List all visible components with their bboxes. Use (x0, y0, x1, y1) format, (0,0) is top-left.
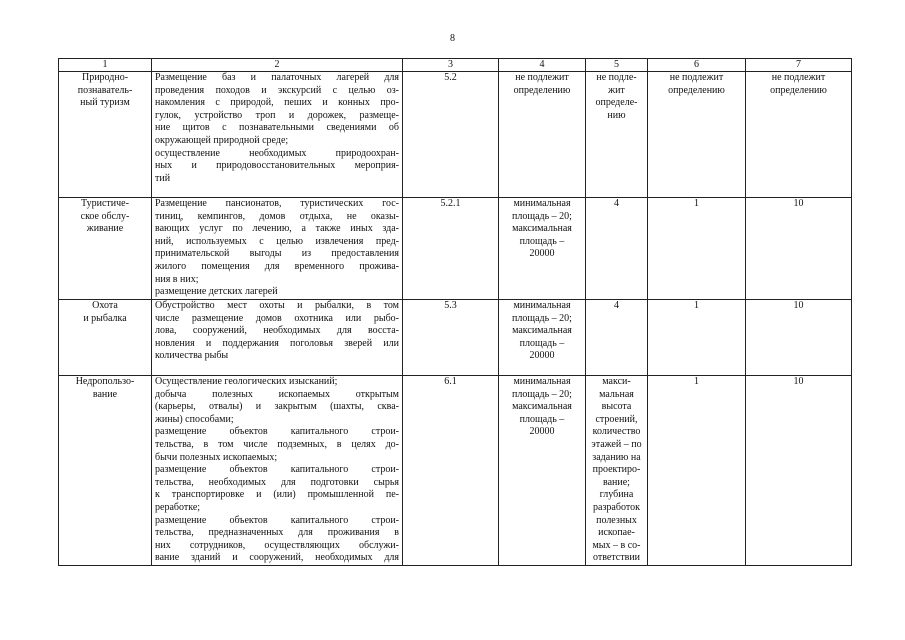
description-cell-line: жины) способами; (155, 413, 234, 425)
description-cell-line: накомления с природой, пеших и конных про- (155, 97, 399, 109)
header-row (59, 59, 852, 72)
land-use-name-cell (59, 376, 152, 566)
land-use-name-cell-line: познаватель- (77, 84, 133, 96)
floors-cell (586, 72, 648, 198)
area-cell-line: площадь – 20; (512, 388, 572, 400)
description-cell-line: Обустройство мест охоты и рыбалки, в том (155, 300, 399, 311)
column-header: 2 (152, 59, 403, 72)
description-cell-line: проведения походов и экскурсий с целью оз- (155, 84, 399, 96)
column-7-cell (746, 300, 852, 376)
land-use-name-cell-line: Туристиче- (81, 198, 129, 209)
description-cell-line: тельства, предназначенных для проживания в (155, 527, 399, 539)
description-cell-line: Осуществление геологических изысканий; (155, 376, 338, 387)
column-6-cell (648, 376, 746, 566)
description-cell-line: размещение объектов капитального строи- (155, 426, 399, 438)
description-cell-line: вающих услуг по лечению, а также иных зда- (155, 223, 399, 235)
description-cell-line: жилого помещения для временного прожива- (155, 260, 399, 272)
floors-cell (586, 198, 648, 300)
floors-cell-line: не подле- (596, 72, 637, 83)
description-cell-line: ных и природовосстановительных мероприя- (155, 160, 399, 172)
column-header: 5 (586, 59, 648, 72)
floors-cell-line: мальная (599, 388, 634, 400)
description-cell-line: числе размещение домов охотника или рыбо- (155, 312, 399, 324)
land-use-name-cell (59, 198, 152, 300)
area-cell-line: площадь – (519, 235, 565, 247)
table-row (59, 72, 852, 198)
table-row (59, 376, 852, 566)
column-6-cell-line: 1 (694, 376, 699, 387)
code-cell: 6.1 (403, 376, 499, 566)
description-cell (152, 72, 403, 198)
description-cell-line: них сотрудников, осуществляющих обслужи- (155, 539, 399, 551)
land-use-name-cell-line: и рыбалка (83, 312, 127, 324)
description-cell-line: ния в них; (155, 273, 199, 285)
column-7-cell-line: определению (770, 84, 827, 96)
description-cell-line: окружающей природной среде; (155, 134, 289, 146)
description-cell-line: количества рыбы (155, 350, 229, 362)
land-use-name-cell-line: Природно- (81, 72, 129, 83)
column-6-cell (648, 198, 746, 300)
column-7-cell-line: не подлежит (771, 72, 826, 83)
description-cell (152, 198, 403, 300)
land-use-name-cell-line: ный туризм (80, 97, 130, 109)
floors-cell-line: этажей – по (591, 438, 642, 450)
floors-cell-line: глубина (599, 489, 634, 501)
column-7-cell-line: 10 (793, 300, 804, 311)
description-cell-line: ние щитов с познавательными сведениями об (155, 122, 399, 134)
land-use-name-cell-line: вание (92, 388, 118, 400)
land-use-name-cell-line: Недропользо- (75, 376, 135, 387)
area-cell-line: площадь – 20; (512, 210, 572, 222)
description-cell-line: Размещение баз и палаточных лагерей для (155, 72, 399, 83)
column-6-cell-line: 1 (694, 198, 699, 209)
floors-cell-line: 4 (614, 300, 619, 311)
land-use-name-cell-line: Охота (92, 300, 118, 311)
description-cell-line: Размещение пансионатов, туристических гос- (155, 198, 399, 209)
column-6-cell-line: 1 (694, 300, 699, 311)
description-cell-line: (карьеры, отвалы) и закрытым (шахты, сква- (155, 401, 399, 413)
description-cell-line: реработке; (155, 501, 201, 513)
floors-cell (586, 300, 648, 376)
area-cell-line: максимальная (512, 401, 572, 413)
description-cell-line: размещение объектов капитального строи- (155, 514, 399, 526)
description-cell-line: лова, сооружений, необходимых для восста- (155, 325, 399, 337)
floors-cell-line: мых – в со- (592, 539, 641, 551)
table-row (59, 198, 852, 300)
land-use-table (58, 58, 852, 566)
floors-cell-line: количество (592, 426, 641, 438)
floors-cell-line: жит (608, 84, 625, 96)
area-cell-line: минимальная (513, 300, 571, 311)
column-6-cell-line: не подлежит (669, 72, 724, 83)
description-cell-line: добыча полезных ископаемых открытым (155, 388, 399, 400)
floors-cell (586, 376, 648, 566)
description-cell-line: размещение объектов капитального строи- (155, 464, 399, 476)
area-cell-line: площадь – (519, 337, 565, 349)
column-header: 7 (746, 59, 852, 72)
description-cell-line: осуществление необходимых природоохран- (155, 147, 399, 159)
description-cell (152, 300, 403, 376)
description-cell-line: ний, используемых с целью извлечения пред- (155, 235, 399, 247)
area-cell-line: площадь – 20; (512, 312, 572, 324)
area-cell-line: определению (513, 84, 571, 96)
area-cell-line: минимальная (513, 198, 571, 209)
description-cell-line: новления и поддержания поголовья зверей или (155, 337, 399, 349)
area-cell (499, 72, 586, 198)
column-7-cell (746, 198, 852, 300)
area-cell-line: 20000 (529, 426, 555, 438)
floors-cell-line: определе- (595, 97, 638, 109)
land-use-name-cell (59, 300, 152, 376)
description-cell-line: принимательской выгоды из предоставления (155, 248, 399, 260)
column-7-cell-line: 10 (793, 376, 804, 387)
area-cell-line: 20000 (529, 248, 555, 260)
description-cell-line: к транспортировке и (или) промышленной пе- (155, 489, 399, 501)
column-6-cell-line: определению (668, 84, 725, 96)
description-cell-line: тиниц, кемпингов, домов отдыха, не оказы- (155, 210, 399, 222)
land-use-name-cell (59, 72, 152, 198)
floors-cell-line: проектиро- (592, 464, 641, 476)
land-use-name-cell-line: ское обслу- (80, 210, 130, 222)
floors-cell-line: нию (607, 109, 626, 121)
description-cell-line: бычи полезных ископаемых; (155, 451, 278, 463)
floors-cell-line: разработок (593, 501, 640, 513)
column-header: 6 (648, 59, 746, 72)
area-cell (499, 198, 586, 300)
floors-cell-line: макси- (602, 376, 631, 387)
area-cell (499, 300, 586, 376)
code-cell: 5.2.1 (403, 198, 499, 300)
column-header: 1 (59, 59, 152, 72)
floors-cell-line: вание; (603, 476, 630, 488)
area-cell-line: максимальная (512, 325, 572, 337)
column-header: 3 (403, 59, 499, 72)
column-7-cell (746, 72, 852, 198)
area-cell-line: максимальная (512, 223, 572, 235)
description-cell-line: вание зданий и сооружений, необходимых для (155, 552, 399, 564)
area-cell-line: минимальная (513, 376, 571, 387)
area-cell (499, 376, 586, 566)
page-number: 8 (450, 33, 455, 44)
column-7-cell-line: 10 (793, 198, 804, 209)
description-cell-line: размещение детских лагерей (155, 286, 278, 298)
description-cell-line: тельства, в том числе подземных, в целях до- (155, 438, 399, 450)
floors-cell-line: полезных (596, 514, 637, 526)
column-7-cell (746, 376, 852, 566)
floors-cell-line: высота (601, 401, 632, 413)
area-cell-line: 20000 (529, 350, 555, 362)
area-cell-line: площадь – (519, 413, 565, 425)
description-cell (152, 376, 403, 566)
column-header: 4 (499, 59, 586, 72)
description-cell-line: тельства, необходимых для подготовки сырья (155, 476, 399, 488)
code-cell: 5.3 (403, 300, 499, 376)
floors-cell-line: ответствии (592, 552, 641, 564)
table-row (59, 300, 852, 376)
description-cell-line: гулок, устройство троп и дорожек, размеще- (155, 109, 399, 121)
floors-cell-line: строений, (595, 413, 638, 425)
floors-cell-line: заданию на (592, 451, 641, 463)
column-6-cell (648, 72, 746, 198)
column-6-cell (648, 300, 746, 376)
floors-cell-line: ископае- (598, 527, 635, 539)
land-use-name-cell-line: живание (86, 223, 124, 235)
floors-cell-line: 4 (614, 198, 619, 209)
code-cell: 5.2 (403, 72, 499, 198)
description-cell-line: тий (155, 172, 171, 184)
area-cell-line: не подлежит (515, 72, 569, 83)
